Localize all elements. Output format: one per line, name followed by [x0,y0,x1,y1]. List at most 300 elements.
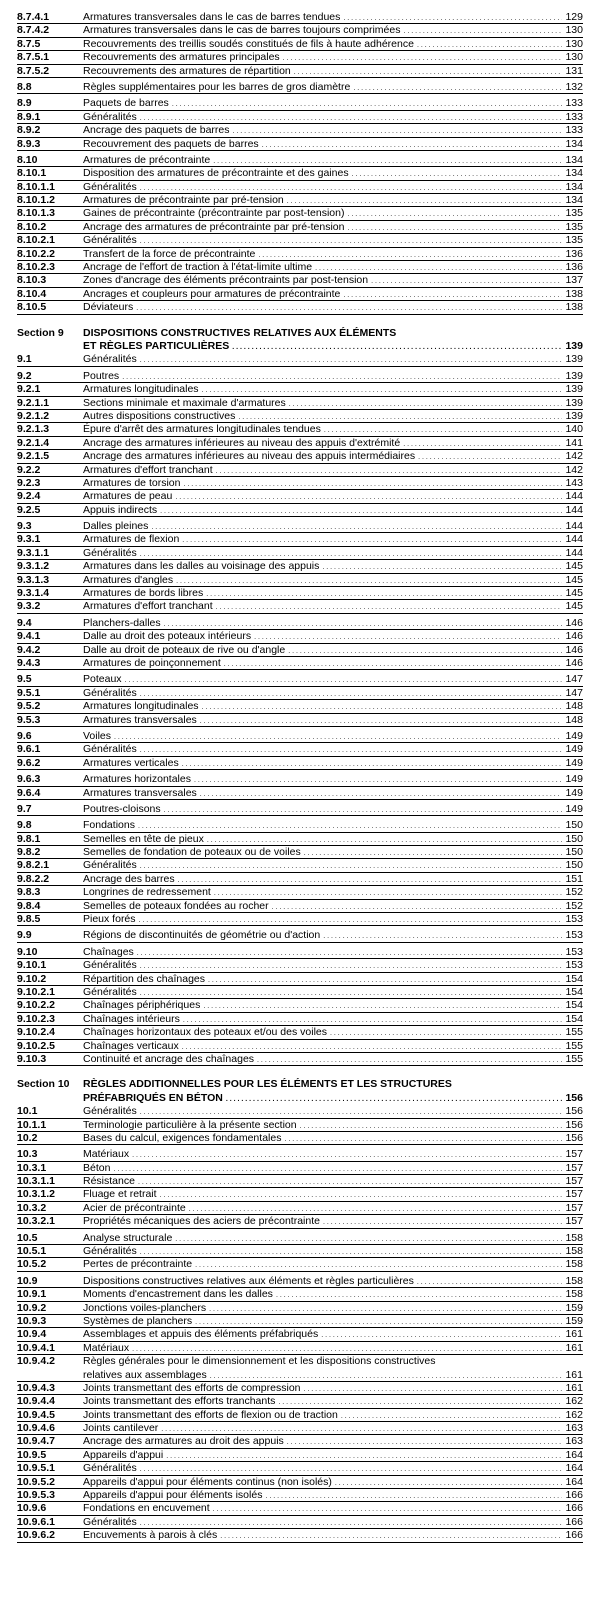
toc-entry [0,657,600,670]
toc-entry-number: 9.2.1.1 [17,396,50,409]
toc-entry-title: Jonctions voiles-planchers [83,1301,207,1314]
toc-entry-number: 9.1 [17,353,32,366]
toc-entry-page: 135 [565,220,583,233]
toc-entry-title: Poteaux [83,673,122,686]
toc-entry-title: Armatures transversales [83,713,197,726]
toc-entry-page: 161 [565,1368,583,1381]
toc-entry-page: 134 [565,167,583,180]
toc-entry [0,1409,600,1422]
toc-entry-page: 156 [565,1105,583,1118]
toc-entry-page: 163 [565,1435,583,1448]
toc-entry [0,1462,600,1475]
toc-entry-number: 9.10.2.5 [17,1039,55,1052]
section-10-label: Section 10 [17,1078,70,1091]
toc-entry-number: 8.7.5.1 [17,51,50,64]
toc-entry-number: 10.9.4.6 [17,1422,55,1435]
toc-entry-page: 157 [565,1161,583,1174]
toc-entry-number: 10.9.3 [17,1314,47,1327]
toc-entry-page: 158 [565,1245,583,1258]
toc-entry-page: 134 [565,137,583,150]
toc-entry-number: 9.5.1 [17,686,41,699]
toc-entry-title: Généralités [83,1515,137,1528]
row-rule [17,516,583,517]
toc-entry-number: 9.3.1.2 [17,560,50,573]
toc-entry [0,1516,600,1529]
toc-entry [0,288,600,301]
toc-entry [0,437,600,450]
toc-entry-title: Fondations en encuvement [83,1502,210,1515]
toc-entry [0,1395,600,1408]
toc-entry-page: 144 [565,503,583,516]
toc-entry-number: 9.10.2.2 [17,999,55,1012]
row-rule [17,613,583,614]
toc-entry-page: 153 [565,929,583,942]
row-rule [17,1065,583,1066]
toc-entry-page: 144 [565,546,583,559]
toc-entry-title: Longrines de redressement [83,886,211,899]
toc-entry-page: 151 [565,872,583,885]
row-rule [17,769,583,770]
toc-entry [0,547,600,560]
toc-entry-number: 9.2.5 [17,503,41,516]
toc-entry-number: 9.6 [17,729,32,742]
toc-list-section-9 [0,353,600,1066]
toc-entry-page: 145 [565,600,583,613]
toc-entry [0,644,600,657]
toc-entry-number: 9.2.2 [17,463,41,476]
toc-entry [0,97,600,110]
toc-entry [0,600,600,613]
toc-entry-title: Bases du calcul, exigences fondamentales [83,1131,282,1144]
toc-entry [0,833,600,846]
row-rule [17,726,583,727]
toc-entry-number: 10.5 [17,1231,38,1244]
toc-entry-title: Dalle au droit des poteaux intérieurs [83,630,252,643]
toc-entry-number: 10.1 [17,1105,38,1118]
toc-entry [0,111,600,124]
toc-entry-title: Encuvements à parois à clés [83,1529,218,1542]
toc-entry-title: Dalles pleines [83,520,149,533]
row-rule [17,1144,583,1145]
toc-entry-title: Ancrage des armatures au droit des appuis [83,1435,284,1448]
toc-entry-page: 161 [565,1328,583,1341]
section-9-title-line1: DISPOSITIONS CONSTRUCTIVES RELATIVES AUX ÉLÉMENTS [83,326,397,339]
toc-entry [0,859,600,872]
toc-entry-page: 141 [565,436,583,449]
toc-entry-number: 9.2.1.4 [17,436,50,449]
toc-entry [0,423,600,436]
toc-entry-title: Appareils d'appui [83,1448,164,1461]
toc-entry-page: 136 [565,247,583,260]
toc-entry-page: 130 [565,37,583,50]
toc-entry-number: 10.5.2 [17,1258,47,1271]
toc-entry-number: 9.4.2 [17,643,41,656]
toc-entry-page: 142 [565,450,583,463]
toc-entry-number: 9.8.5 [17,913,41,926]
row-rule [17,1228,583,1229]
section-9-title-line2: ET RÈGLES PARTICULIÈRES [83,339,230,352]
toc-entry-title: Armatures d'angles [83,573,174,586]
toc-entry [0,1040,600,1053]
toc-entry [0,1489,600,1502]
toc-entry-page: 162 [565,1408,583,1421]
toc-entry-page: 143 [565,476,583,489]
toc-entry [0,154,600,167]
toc-entry [0,65,600,78]
toc-entry-page: 138 [565,287,583,300]
toc-entry-number: 9.2.1.5 [17,450,50,463]
toc-entry-page: 155 [565,1052,583,1065]
toc-entry-page: 156 [565,1118,583,1131]
toc-entry-number: 8.10.1 [17,167,47,180]
toc-entry-title: Poutres [83,369,120,382]
toc-entry-title: Généralités [83,686,137,699]
toc-entry-page: 139 [565,409,583,422]
toc-entry-page: 149 [565,802,583,815]
row-rule [17,150,583,151]
toc-entry-page: 144 [565,533,583,546]
toc-entry-title: Armatures de poinçonnement [83,656,221,669]
toc-entry-title: Ancrage des paquets de barres [83,124,230,137]
toc-entry-title: Appareils d'appui pour éléments continus (non isolés) [83,1475,332,1488]
toc-entry-page: 166 [565,1515,583,1528]
toc-entry-title: Autres dispositions constructives [83,409,236,422]
toc-entry-number: 8.9 [17,97,32,110]
toc-entry-page: 140 [565,423,583,436]
toc-entry-number: 10.9.4.3 [17,1381,55,1394]
toc-entry-page: 147 [565,686,583,699]
toc-entry-number: 10.9.5.2 [17,1475,55,1488]
toc-entry-title: Zones d'ancrage des éléments précontraints par post-tension [83,274,369,287]
toc-entry-title: Propriétés mécaniques des aciers de précontrainte [83,1215,320,1228]
toc-entry-number: 9.10.2.3 [17,1012,55,1025]
toc-entry [0,1162,600,1175]
toc-entry-page: 150 [565,832,583,845]
toc-entry [0,234,600,247]
toc-entry-title: Ancrage des armatures de précontrainte par pré-tension [83,220,345,233]
toc-entry-page: 154 [565,1012,583,1025]
toc-entry-title: Armatures de bords libres [83,587,204,600]
toc-entry [0,929,600,942]
toc-entry-number: 10.9.4 [17,1328,47,1341]
toc-entry-number: 8.9.3 [17,137,41,150]
toc-entry-number: 8.7.5.2 [17,64,50,77]
toc-entry-page: 154 [565,999,583,1012]
toc-entry [0,1175,600,1188]
toc-entry-number: 10.3.2 [17,1201,47,1214]
toc-entry-page: 145 [565,587,583,600]
toc-entry-title: Armatures horizontales [83,773,191,786]
toc-entry [0,24,600,37]
toc-entry-number: 9.3.1 [17,533,41,546]
toc-entry-number: 10.9.4.2 [17,1355,55,1368]
toc-entry [0,730,600,743]
toc-entry-title: Généralités [83,1462,137,1475]
toc-entry [0,1302,600,1315]
toc-entry-page: 130 [565,24,583,37]
toc-entry-title: Généralités [83,110,137,123]
toc-entry [0,574,600,587]
toc-entry-page: 153 [565,913,583,926]
toc-entry-title: Continuité et ancrage des chaînages [83,1052,255,1065]
toc-entry [0,1422,600,1435]
toc-entry-number: 9.8.2.1 [17,859,50,872]
toc-entry [0,301,600,314]
toc-entry-page: 161 [565,1341,583,1354]
toc-entry-number: 10.9.6.1 [17,1515,55,1528]
toc-entry-page: 139 [565,383,583,396]
toc-entry-page: 153 [565,959,583,972]
toc-entry-title: Terminologie particulière à la présente section [83,1118,297,1131]
toc-entry-page: 157 [565,1201,583,1214]
toc-entry-number: 9.10 [17,945,38,958]
toc-entry-title: Armatures transversales dans le cas de barres tendues [83,11,341,23]
toc-entry [0,1245,600,1258]
toc-entry [0,1328,600,1341]
toc-entry [0,687,600,700]
toc-entry-title: Pieux forés [83,913,136,926]
toc-entry [0,370,600,383]
toc-entry [0,617,600,630]
leader-dots [232,340,562,354]
toc-entry-number: 9.3.1.1 [17,546,50,559]
toc-entry [0,464,600,477]
toc-entry [0,504,600,517]
toc-entry-number: 10.3.2.1 [17,1215,55,1228]
toc-entry-number: 10.9.5.3 [17,1489,55,1502]
toc-entry-title: Disposition des armatures de précontrainte et des gaines [83,167,349,180]
toc-entry [0,194,600,207]
toc-entry [0,51,600,64]
toc-entry-number: 9.2.1.3 [17,423,50,436]
toc-entry-number: 8.10 [17,153,38,166]
toc-entry [0,138,600,151]
toc-entry-page: 134 [565,180,583,193]
toc-entry-number: 8.7.4.1 [17,11,50,23]
toc-entry-title-line2: relatives aux assemblages [83,1368,207,1381]
toc-entry-page: 146 [565,656,583,669]
row-rule [17,925,583,926]
toc-entry-title: Recouvrements des armatures de répartition [83,64,291,77]
toc-entry [0,383,600,396]
toc-entry-number: 9.9 [17,929,32,942]
row-rule [17,1271,583,1272]
toc-entry-page: 145 [565,560,583,573]
toc-entry-number: 9.6.3 [17,773,41,786]
toc-entry-title: Fondations [83,819,135,832]
toc-entry [0,1502,600,1515]
toc-entry [0,221,600,234]
toc-entry [0,261,600,274]
toc-entry-page: 155 [565,1039,583,1052]
toc-entry-page: 129 [565,11,583,23]
toc-entry-number: 8.10.1.2 [17,194,55,207]
toc-entry-page: 154 [565,985,583,998]
toc-entry-page: 142 [565,463,583,476]
toc-entry-title: Appuis indirects [83,503,158,516]
toc-entry-number: 9.5.2 [17,700,41,713]
toc-entry-title: Béton [83,1161,111,1174]
toc-entry-title: Matériaux [83,1341,130,1354]
toc-entry [0,757,600,770]
toc-entry-number: 9.5 [17,673,32,686]
toc-entry-page: 139 [565,369,583,382]
toc-entry-number: 8.10.2.3 [17,261,55,274]
toc-entry-number: 9.10.2 [17,972,47,985]
toc-entry [0,533,600,546]
toc-entry-title: Joints transmettant des efforts tranchants [83,1395,276,1408]
toc-entry [0,1105,600,1118]
toc-entry-number: 10.3 [17,1148,38,1161]
toc-entry-number: 9.4.1 [17,630,41,643]
toc-entry [0,819,600,832]
toc-entry-number: 8.10.3 [17,274,47,287]
toc-entry-page: 152 [565,899,583,912]
toc-entry-title: Joints cantilever [83,1422,159,1435]
toc-entry-number: 10.1.1 [17,1118,47,1131]
toc-entry-number: 10.9.4.1 [17,1341,55,1354]
toc-entry-page: 157 [565,1188,583,1201]
toc-entry-title: Transfert de la force de précontrainte [83,247,256,260]
toc-entry-page: 133 [565,110,583,123]
toc-entry-number: 10.9 [17,1274,38,1287]
toc-entry-page: 149 [565,729,583,742]
toc-entry [0,1148,600,1161]
toc-entry-number: 9.7 [17,802,32,815]
section-10-title-line2: PRÉFABRIQUÉS EN BÉTON [83,1091,223,1104]
toc-list-section-8 [0,11,600,315]
toc-entry-title: Résistance [83,1175,135,1188]
toc-entry-title: Règles supplémentaires pour les barres de gros diamètre [83,80,351,93]
toc-entry [0,846,600,859]
toc-entry-page: 150 [565,859,583,872]
toc-entry-page: 166 [565,1489,583,1502]
toc-entry [0,787,600,800]
toc-entry-title: Planchers-dalles [83,616,161,629]
toc-entry-title: Sections minimale et maximale d'armatures [83,396,286,409]
toc-entry [0,1132,600,1145]
toc-entry-number: 10.9.6.2 [17,1529,55,1542]
toc-entry-number: 10.2 [17,1131,38,1144]
toc-entry-title: Ancrages et coupleurs pour armatures de précontrainte [83,287,341,300]
toc-entry [0,1382,600,1395]
toc-entry-page: 132 [565,80,583,93]
toc-entry-title: Répartition des chaînages [83,972,205,985]
toc-entry-title: Paquets de barres [83,97,169,110]
toc-entry-number: 8.10.5 [17,301,47,314]
toc-entry [0,38,600,51]
toc-entry [0,1288,600,1301]
toc-entry-number: 9.3.2 [17,600,41,613]
toc-list-section-10-cont [0,1382,600,1543]
row-rule [17,93,583,94]
section-9-label: Section 9 [17,326,64,339]
toc-entry-title: Ancrage des barres [83,872,175,885]
section-10-title-line1: RÈGLES ADDITIONNELLES POUR LES ÉLÉMENTS ET LES STRUCTURES [83,1078,452,1091]
toc-entry [0,873,600,886]
toc-entry [0,1449,600,1462]
toc-entry-page: 139 [565,396,583,409]
toc-entry [0,410,600,423]
toc-entry-number: 10.3.1 [17,1161,47,1174]
toc-entry [0,900,600,913]
toc-entry [0,477,600,490]
toc-entry [0,773,600,786]
toc-entry-number: 9.8.4 [17,899,41,912]
toc-entry-title: Chaînages périphériques [83,999,201,1012]
toc-entry-title: Analyse structurale [83,1231,173,1244]
toc-entry-page: 154 [565,972,583,985]
toc-entry-page: 135 [565,207,583,220]
toc-entry [0,1315,600,1328]
toc-entry [0,353,600,366]
toc-list-section-10 [0,1105,600,1355]
toc-entry-page: 134 [565,194,583,207]
toc-entry-title: Recouvrements des treillis soudés constitués de fils à haute adhérence [83,37,414,50]
toc-entry [0,1215,600,1228]
toc-entry-title: Recouvrement des paquets de barres [83,137,259,150]
toc-entry-number: 9.8.3 [17,886,41,899]
toc-entry [0,1188,600,1201]
toc-entry-page: 147 [565,673,583,686]
toc-entry-page: 150 [565,846,583,859]
toc-entry-number: 9.3.1.3 [17,573,50,586]
toc-entry-page: 131 [565,64,583,77]
toc-entry-multiline [0,1355,600,1382]
toc-entry-title: Généralités [83,985,137,998]
toc-entry-page: 156 [565,1131,583,1144]
toc-entry-number: 8.10.1.3 [17,207,55,220]
toc-entry-title: Généralités [83,959,137,972]
toc-entry-page: 157 [565,1215,583,1228]
toc-entry-number: 9.10.2.4 [17,1026,55,1039]
toc-entry-number: 9.2.4 [17,490,41,503]
toc-entry-title: Dalle au droit de poteaux de rive ou d'angle [83,643,286,656]
toc-entry-page: 136 [565,261,583,274]
row-rule [17,815,583,816]
toc-entry-title: Armatures verticales [83,756,179,769]
toc-entry-title: Joints transmettant des efforts de compression [83,1381,301,1394]
section-9-heading [0,327,600,354]
toc-entry-page: 150 [565,819,583,832]
toc-entry-page: 149 [565,743,583,756]
toc-entry-title: Armatures de précontrainte [83,153,211,166]
toc-entry-title: Pertes de précontrainte [83,1258,193,1271]
toc-entry-number: 9.2 [17,369,32,382]
toc-entry-number: 8.7.4.2 [17,24,50,37]
toc-entry [0,886,600,899]
toc-entry-title: Dispositions constructives relatives aux éléments et règles particulières [83,1274,414,1287]
toc-entry-title: Armatures longitudinales [83,700,199,713]
toc-entry-page: 146 [565,616,583,629]
toc-entry [0,207,600,220]
toc-entry-number: 9.2.1 [17,383,41,396]
toc-entry [0,959,600,972]
toc-entry [0,1053,600,1066]
toc-entry [0,673,600,686]
toc-entry-title: Systèmes de planchers [83,1314,193,1327]
toc-entry [0,1476,600,1489]
toc-entry-title: Armatures de flexion [83,533,180,546]
row-rule [17,669,583,670]
toc-entry-number: 9.10.2.1 [17,985,55,998]
toc-entry-page: 153 [565,945,583,958]
toc-entry [0,1013,600,1026]
toc-entry-title: Fluage et retrait [83,1188,157,1201]
toc-entry [0,1275,600,1288]
toc-entry-number: 10.9.4.4 [17,1395,55,1408]
toc-entry-page: 149 [565,786,583,799]
